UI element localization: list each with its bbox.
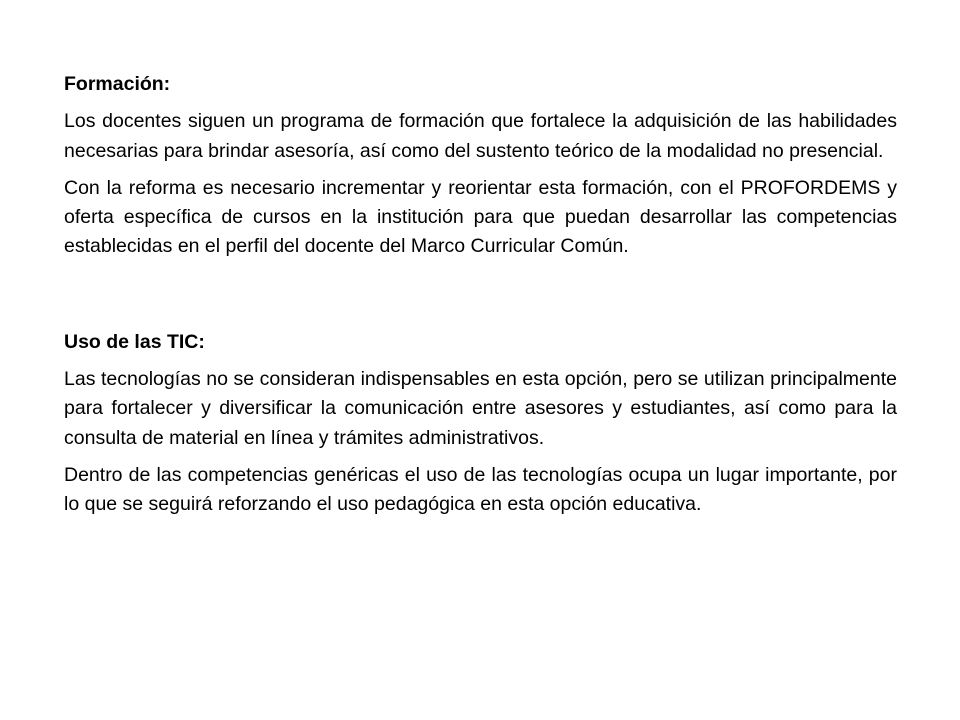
section-heading: Formación: <box>64 73 171 95</box>
section-heading: Uso de las TIC: <box>64 330 205 353</box>
paragraph: Dentro de las competencias genéricas el uso de las tecnologías ocupa un lugar importante, por lo que se seguirá reforzando el uso pedagógica en esta opción educativa. <box>64 463 897 516</box>
section-spacer <box>64 270 897 328</box>
slide-content <box>64 70 897 528</box>
section-uso-tic <box>64 328 897 520</box>
section-formacion <box>64 70 897 262</box>
paragraph: Con la reforma es necesario incrementar y reorientar esta formación, con el PROFORDEMS y oferta específica de cursos en la institución para que puedan desarrollar las competencias establecidas en el perfil del docente del Marco Curricular Común. <box>64 176 897 258</box>
paragraph: Los docentes siguen un programa de formación que fortalece la adquisición de las habilidades necesarias para brindar asesoría, así como del sustento teórico de la modalidad no presencial. <box>64 110 897 162</box>
paragraph: Las tecnologías no se consideran indispensables en esta opción, pero se utilizan principalmente para fortalecer y diversificar la comunicación entre asesores y estudiantes, así como para la consulta de material en línea y trámites administrativos. <box>64 368 897 449</box>
